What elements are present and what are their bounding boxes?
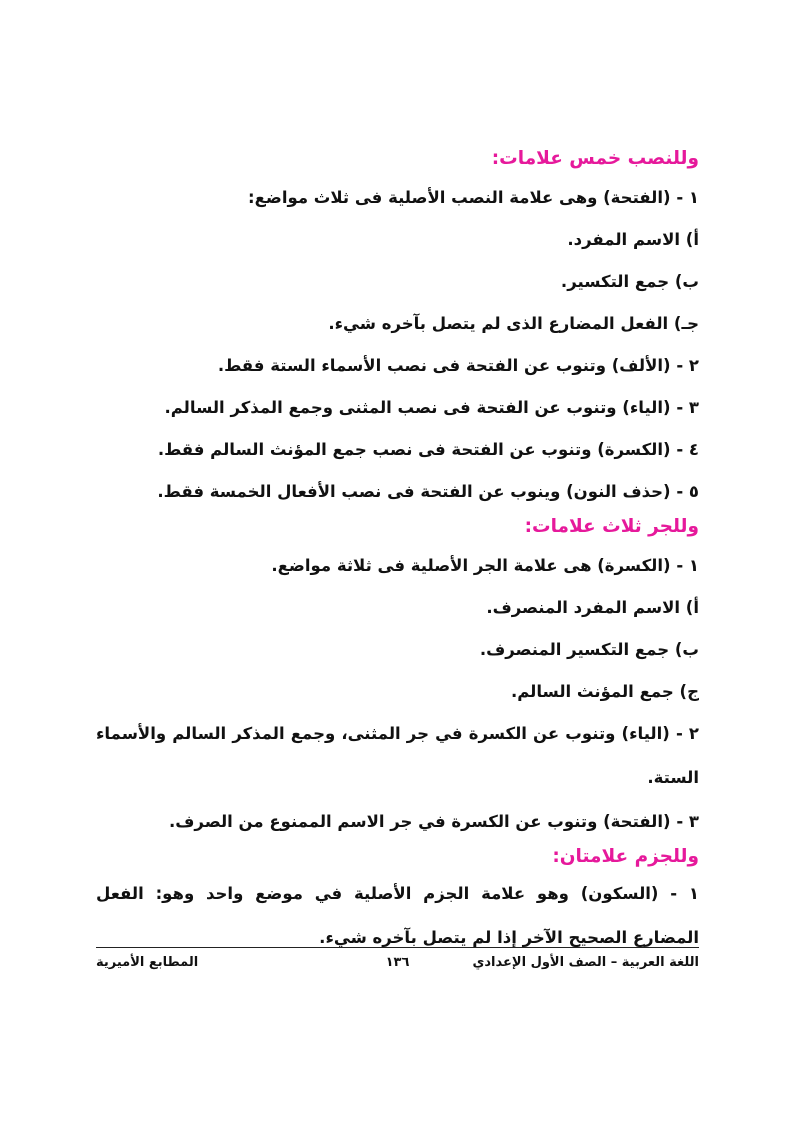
jarr-item-3: ٣ - (الفتحة) وتنوب عن الكسرة في جر الاسم الممنوع من الصرف. bbox=[169, 812, 699, 831]
page-body bbox=[96, 140, 699, 960]
jarr-item-1a: أ) الاسم المفرد المنصرف. bbox=[486, 598, 699, 617]
heading-jarr: وللجر ثلاث علامات: bbox=[524, 516, 699, 537]
nasb-item-3: ٣ - (الياء) وتنوب عن الفتحة فى نصب المثنى وجمع المذكر السالم. bbox=[164, 398, 699, 417]
jarr-item-1c: ج) جمع المؤنث السالم. bbox=[510, 682, 699, 701]
nasb-item-1b: ب) جمع التكسير. bbox=[560, 272, 699, 291]
jarr-item-2: ٢ - (الياء) وتنوب عن الكسرة في جر المثنى، وجمع المذكر السالم والأسماء الستة. bbox=[96, 724, 699, 787]
footer-publisher: المطابع الأميرية bbox=[96, 955, 199, 970]
heading-jazm: وللجزم علامتان: bbox=[552, 846, 699, 867]
footer-divider bbox=[96, 947, 699, 948]
nasb-item-4: ٤ - (الكسرة) وتنوب عن الفتحة فى نصب جمع المؤنث السالم فقط. bbox=[157, 440, 699, 459]
nasb-item-1c: جـ) الفعل المضارع الذى لم يتصل بآخره شيء. bbox=[328, 314, 699, 333]
nasb-item-5: ٥ - (حذف النون) وينوب عن الفتحة فى نصب الأفعال الخمسة فقط. bbox=[157, 482, 699, 501]
nasb-item-2: ٢ - (الألف) وتنوب عن الفتحة فى نصب الأسماء الستة فقط. bbox=[217, 356, 699, 375]
page-footer bbox=[96, 955, 699, 977]
footer-book-title: اللغة العربية – الصف الأول الإعدادي bbox=[472, 955, 699, 970]
jazm-item-1: ١ - (السكون) وهو علامة الجزم الأصلية في موضع واحد وهو: الفعل المضارع الصحيح الآخر إذا لم يتصل بآخره شيء. bbox=[96, 884, 699, 947]
jarr-item-1b: ب) جمع التكسير المنصرف. bbox=[479, 640, 699, 659]
footer-page-number: ١٣٦ bbox=[385, 955, 410, 970]
nasb-item-1a: أ) الاسم المفرد. bbox=[567, 230, 699, 249]
nasb-item-1: ١ - (الفتحة) وهى علامة النصب الأصلية فى ثلاث مواضع: bbox=[248, 188, 699, 207]
heading-nasb: وللنصب خمس علامات: bbox=[491, 148, 699, 169]
jarr-item-1: ١ - (الكسرة) هى علامة الجر الأصلية فى ثلاثة مواضع. bbox=[271, 556, 699, 575]
